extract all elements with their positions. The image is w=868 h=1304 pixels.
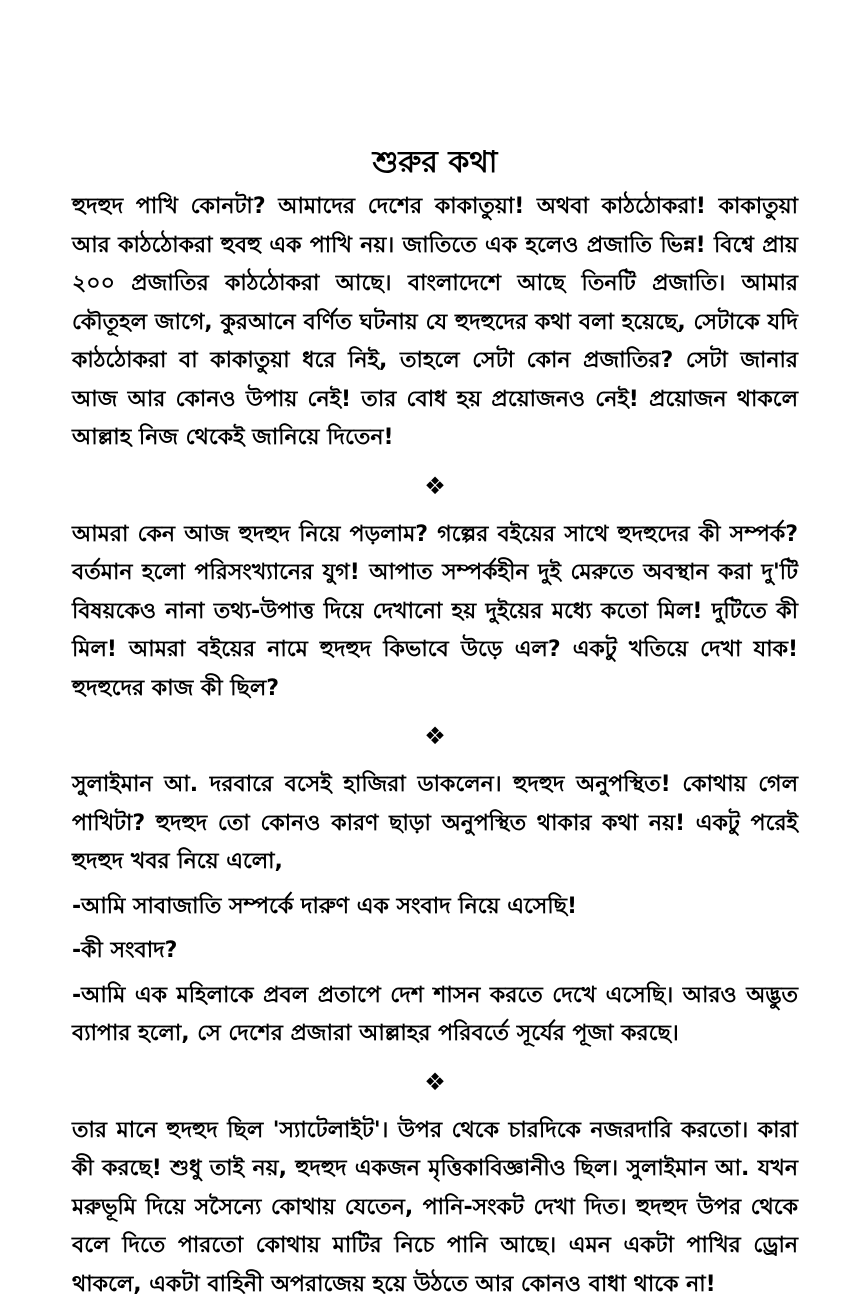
paragraph-why-hudhud: আমরা কেন আজ হুদহুদ নিয়ে পড়লাম? গল্পের বইয়ের সাথে হুদহুদের কী সম্পর্ক? বর্তমান হলো পরিসংখ্যানের যুগ! আপাত সম্পর্কহীন দুই মেরুতে অবস্থান করা দু'টি বিষয়কেও নানা তথ্য-উপাত্ত দিয়ে দেখানো হয় দুইয়ের মধ্যে কতো মিল! দুটিতে কী মিল! আমরা বইয়ের নামে হুদহুদ কিভাবে উড়ে এল? একটু খতিয়ে দেখা যাক! হুদহুদের কাজ কী ছিল?	[72, 516, 798, 709]
section-divider-ornament: ❖	[72, 724, 798, 748]
section-divider-ornament: ❖	[72, 1070, 798, 1094]
dialogue-line: -কী সংবাদ?	[72, 932, 798, 971]
paragraph-hudhud-species: হুদহুদ পাখি কোনটা? আমাদের দেশের কাকাতুয়া! অথবা কাঠঠোকরা! কাকাতুয়া আর কাঠঠোকরা হুবহু এক পাখি নয়। জাতিতে এক হলেও প্রজাতি ভিন্ন! বিশ্বে প্রায় ২০০ প্রজাতির কাঠঠোকরা আছে। বাংলাদেশে আছে তিনটি প্রজাতি। আমার কৌতূহল জাগে, কুরআনে বর্ণিত ঘটনায় যে হুদহুদের কথা বলা হয়েছে, সেটাকে যদি কাঠঠোকরা বা কাকাতুয়া ধরে নিই, তাহলে সেটা কোন প্রজাতির? সেটা জানার আজ আর কোনও উপায় নেই! তার বোধ হয় প্রয়োজনও নেই! প্রয়োজন থাকলে আল্লাহ নিজ থেকেই জানিয়ে দিতেন!	[72, 188, 798, 458]
section-divider-ornament: ❖	[72, 474, 798, 498]
book-page	[72, 140, 798, 1304]
paragraph-sulaiman-court: সুলাইমান আ. দরবারে বসেই হাজিরা ডাকলেন। হুদহুদ অনুপস্থিত! কোথায় গেল পাখিটা? হুদহুদ তো কোনও কারণ ছাড়া অনুপস্থিত থাকার কথা নয়! একটু পরেই হুদহুদ খবর নিয়ে এলো,	[72, 766, 798, 882]
dialogue-line: -আমি এক মহিলাকে প্রবল প্রতাপে দেশ শাসন করতে দেখে এসেছি। আরও অদ্ভুত ব্যাপার হলো, সে দেশের প্রজারা আল্লাহর পরিবর্তে সূর্যের পূজা করছে।	[72, 977, 798, 1054]
dialogue-line: -আমি সাবাজাতি সম্পর্কে দারুণ এক সংবাদ নিয়ে এসেছি!	[72, 888, 798, 927]
page-title: শুরুর কথা	[72, 140, 798, 186]
paragraph-satellite: তার মানে হুদহুদ ছিল 'স্যাটেলাইট'। উপর থেকে চারদিকে নজরদারি করতো। কারা কী করছে! শুধু তাই নয়, হুদহুদ একজন মৃত্তিকাবিজ্ঞানীও ছিল। সুলাইমান আ. যখন মরুভূমি দিয়ে সসৈন্যে কোথায় যেতেন, পানি-সংকট দেখা দিত। হুদহুদ উপর থেকে বলে দিতে পারতো কোথায় মাটির নিচে পানি আছে। এমন একটা পাখির ড্রোন থাকলে, একটা বাহিনী অপরাজেয় হয়ে উঠতে আর কোনও বাধা থাকে না!	[72, 1112, 798, 1304]
